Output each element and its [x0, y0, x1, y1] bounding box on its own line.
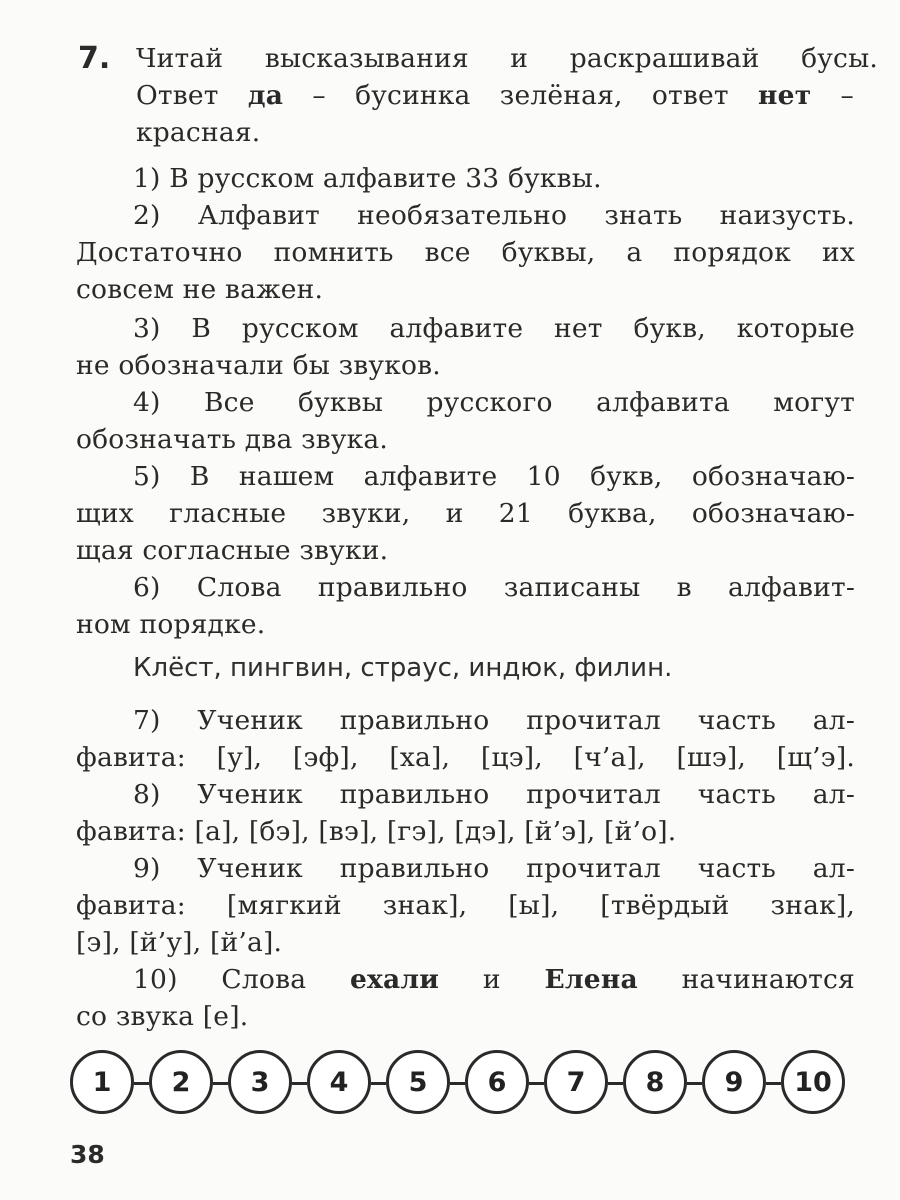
task-number: 7.: [78, 41, 111, 76]
statement-text: [э], [й’у], [й’а].: [76, 927, 283, 958]
statement-text: 7) Ученик правильно прочитал часть ал-: [133, 705, 855, 736]
statement-text: 4) Все буквы русского алфавита могут: [133, 387, 855, 418]
bead-connector: [292, 1082, 307, 1085]
bead-connector: [450, 1082, 465, 1085]
bead-connector: [371, 1082, 386, 1085]
statement-text: щая согласные звуки.: [76, 535, 389, 566]
bead-connector: [687, 1082, 702, 1085]
bead-2[interactable]: 2: [149, 1050, 213, 1114]
task-instruction-line-1: Читай высказывания и раскрашивай бусы.: [136, 43, 878, 74]
statement-text: фавита: [а], [бэ], [вэ], [гэ], [дэ], [й’э], [й’о].: [76, 816, 677, 847]
bead-8[interactable]: 8: [623, 1050, 687, 1114]
task-instruction-line-2: Ответ да – бусинка зелёная, ответ нет –: [136, 80, 855, 111]
statement-text: щих гласные звуки, и 21 буква, обозначаю-: [76, 498, 855, 529]
statement-text: 8) Ученик правильно прочитал часть ал-: [133, 779, 855, 810]
bead-1[interactable]: 1: [70, 1050, 134, 1114]
bead-9[interactable]: 9: [702, 1050, 766, 1114]
word-list: Клёст, пингвин, страус, индюк, филин.: [133, 653, 673, 683]
statement-text: фавита: [у], [эф], [ха], [цэ], [ч’а], [шэ], [щ’э].: [76, 742, 855, 773]
bead-3[interactable]: 3: [228, 1050, 292, 1114]
statement-text: совсем не важен.: [76, 274, 324, 305]
bead-connector: [213, 1082, 228, 1085]
statement-text: не обозначали бы звуков.: [76, 350, 441, 381]
statement-text: фавита: [мягкий знак], [ы], [твёрдый знак],: [76, 890, 855, 921]
statement-text: 2) Алфавит необязательно знать наизусть.: [133, 200, 855, 231]
bead-connector: [766, 1082, 781, 1085]
bead-5[interactable]: 5: [386, 1050, 450, 1114]
statement-text: 3) В русском алфавите нет букв, которые: [133, 313, 855, 344]
statement-text: обозначать два звука.: [76, 424, 389, 455]
task-instruction-line-3: красная.: [136, 117, 261, 148]
statement-text: со звука [е].: [76, 1001, 249, 1032]
beads-necklace: [70, 1050, 860, 1120]
statement-text: ном порядке.: [76, 609, 266, 640]
bead-10[interactable]: 10: [781, 1050, 845, 1114]
statement-text: 1) В русском алфавите 33 буквы.: [133, 163, 602, 194]
bead-connector: [134, 1082, 149, 1085]
bead-7[interactable]: 7: [544, 1050, 608, 1114]
statement-text: 5) В нашем алфавите 10 букв, обозначаю-: [133, 461, 855, 492]
statement-text: 9) Ученик правильно прочитал часть ал-: [133, 853, 855, 884]
statement-text: 10) Слова ехали и Елена начинаются: [133, 964, 855, 995]
statement-text: 6) Слова правильно записаны в алфавит-: [133, 572, 855, 603]
bead-4[interactable]: 4: [307, 1050, 371, 1114]
bead-6[interactable]: 6: [465, 1050, 529, 1114]
statement-text: Достаточно помнить все буквы, а порядок их: [76, 237, 855, 268]
bead-connector: [529, 1082, 544, 1085]
page-number: 38: [70, 1140, 105, 1169]
bead-connector: [608, 1082, 623, 1085]
